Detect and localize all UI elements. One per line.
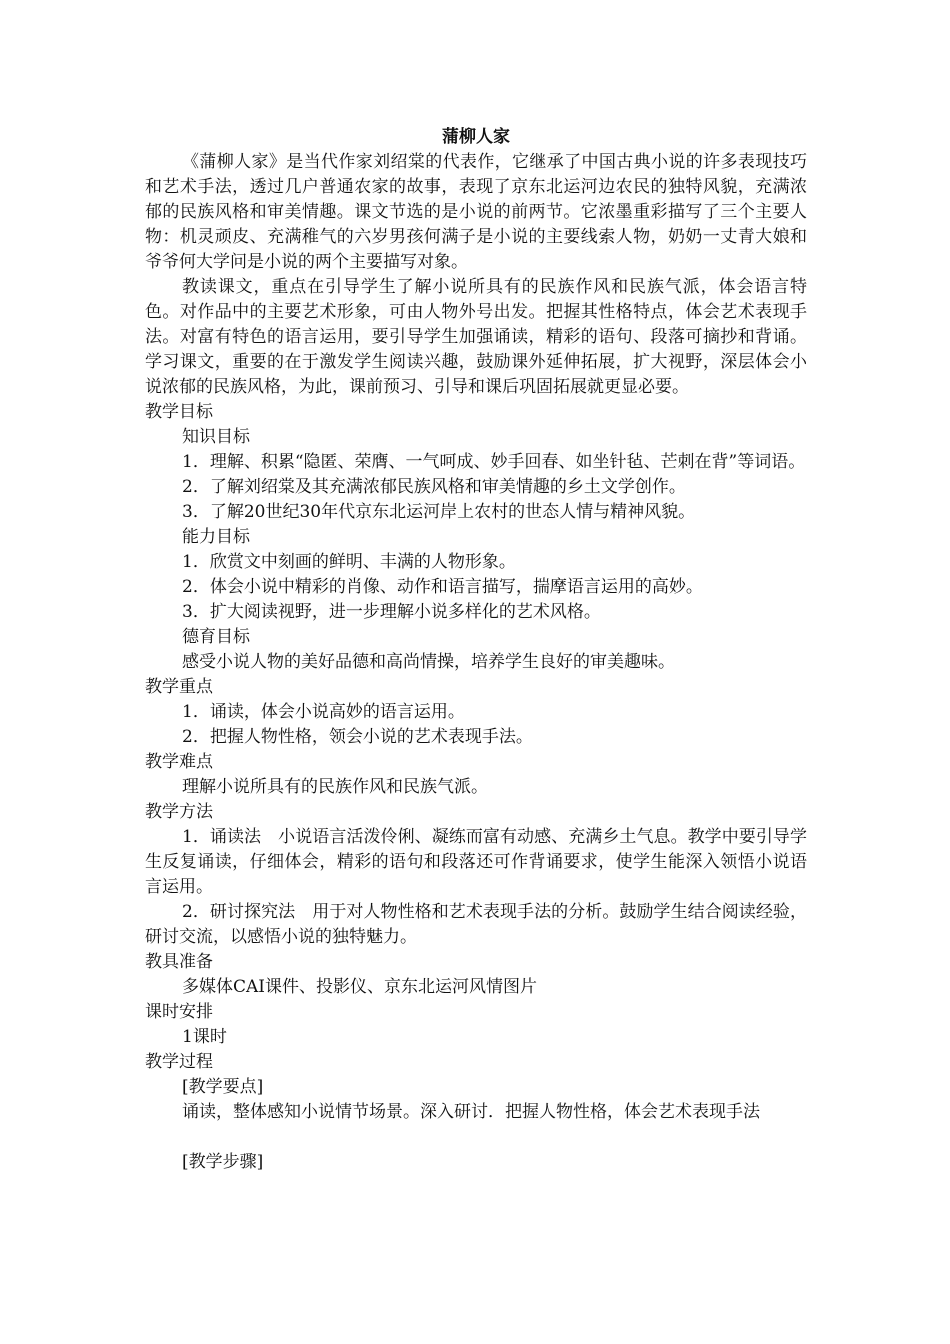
blank-line: [145, 1125, 807, 1150]
moral-text: 感受小说人物的美好品德和高尚情操，培养学生良好的审美趣味。: [182, 652, 675, 672]
process-steps-label: [教学步骤]: [182, 1152, 264, 1172]
subheading-knowledge: 知识目标: [182, 427, 250, 447]
section-heading-schedule: 课时安排: [145, 1002, 213, 1022]
method-item-1: 1．诵读法 小说语言活泼伶俐、凝练而富有动感、充满乡土气息。教学中要引导学生反复诵读，仔细体会，精彩的语句和段落还可作背诵要求，使学生能深入领悟小说语言运用。: [145, 827, 807, 897]
ability-item-1: 1．欣赏文中刻画的鲜明、丰满的人物形象。: [182, 552, 516, 572]
method-item-2: 2．研讨探究法 用于对人物性格和艺术表现手法的分析。鼓励学生结合阅读经验，研讨交流，以感悟小说的独特魅力。: [145, 902, 807, 947]
tools-text: 多媒体CAI课件、投影仪、京东北运河风情图片: [182, 977, 537, 997]
ability-item-2: 2．体会小说中精彩的肖像、动作和语言描写，揣摩语言运用的高妙。: [182, 577, 703, 597]
knowledge-item-2: 2．了解刘绍棠及其充满浓郁民族风格和审美情趣的乡土文学创作。: [182, 477, 686, 497]
ability-item-3: 3．扩大阅读视野，进一步理解小说多样化的艺术风格。: [182, 602, 601, 622]
intro-paragraph-2: 教读课文，重点在引导学生了解小说所具有的民族作风和民族气派，体会语言特色。对作品中的主要艺术形象，可由人物外号出发。把握其性格特点，体会艺术表现手法。对富有特色的语言运用，要引导学生加强诵读，精彩的语句、段落可摘抄和背诵。学习课文，重要的在于激发学生阅读兴趣，鼓励课外延伸拓展，扩大视野，深层体会小说浓郁的民族风格，为此，课前预习、引导和课后巩固拓展就更显必要。: [145, 277, 807, 397]
intro-paragraph-1: 《蒲柳人家》是当代作家刘绍棠的代表作，它继承了中国古典小说的许多表现技巧和艺术手法，透过几户普通农家的故事，表现了京东北运河边农民的独特风貌，充满浓郁的民族风格和审美情趣。课文节选的是小说的前两节。它浓墨重彩描写了三个主要人物：机灵顽皮、充满稚气的六岁男孩何满子是小说的主要线索人物，奶奶一丈青大娘和爷爷何大学问是小说的两个主要描写对象。: [145, 152, 807, 272]
section-heading-key-points: 教学重点: [145, 677, 213, 697]
knowledge-item-3: 3．了解20世纪30年代京东北运河岸上农村的世态人情与精神风貌。: [182, 502, 696, 522]
key-point-item-1: 1．诵读，体会小说高妙的语言运用。: [182, 702, 465, 722]
knowledge-item-1: 1．理解、积累“隐匿、荣膺、一气呵成、妙手回春、如坐针毡、芒刺在背”等词语。: [182, 452, 806, 472]
section-heading-process: 教学过程: [145, 1052, 213, 1072]
section-heading-tools: 教具准备: [145, 952, 213, 972]
section-heading-difficulty: 教学难点: [145, 752, 213, 772]
key-point-item-2: 2．把握人物性格，领会小说的艺术表现手法。: [182, 727, 533, 747]
section-heading-goals: 教学目标: [145, 402, 213, 422]
section-heading-methods: 教学方法: [145, 802, 213, 822]
process-points-text: 诵读，整体感知小说情节场景。深入研讨．把握人物性格，体会艺术表现手法: [182, 1102, 760, 1122]
subheading-ability: 能力目标: [182, 527, 250, 547]
difficulty-text: 理解小说所具有的民族作风和民族气派。: [182, 777, 488, 797]
schedule-text: 1课时: [182, 1027, 227, 1047]
document-title: 蒲柳人家: [442, 127, 510, 147]
process-points-label: [教学要点]: [182, 1077, 264, 1097]
document-body: [145, 125, 807, 1175]
subheading-moral: 德育目标: [182, 627, 250, 647]
